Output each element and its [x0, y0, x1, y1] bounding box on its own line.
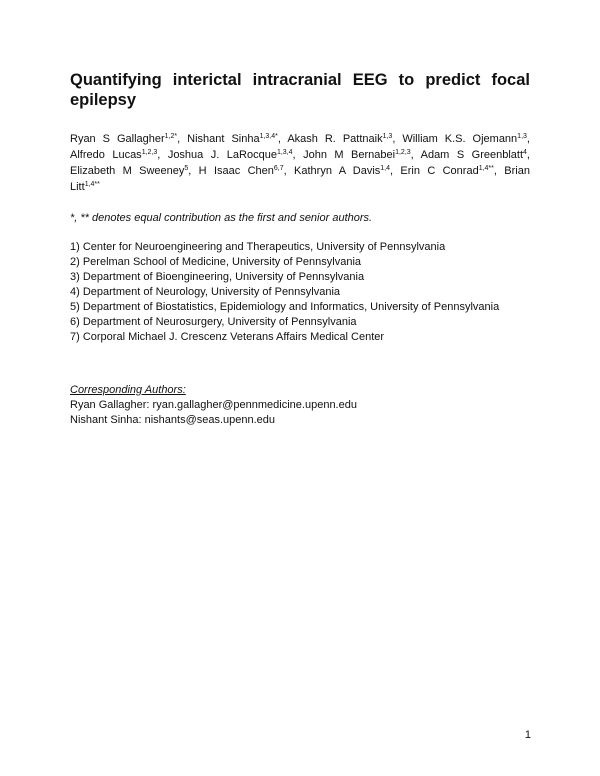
author-affiliation-marker: 1,3,4* — [259, 133, 278, 140]
affiliation-item: 2) Perelman School of Medicine, University of Pennsylvania — [70, 256, 362, 268]
author-affiliation-marker: 1,3 — [382, 133, 393, 140]
author-affiliation-marker: 1,3 — [517, 133, 527, 140]
author-affiliation-marker: 1,4 — [380, 165, 391, 172]
author-name: Erin C Conrad — [400, 165, 479, 177]
corresponding-contact: Ryan Gallagher: ryan.gallagher@pennmedicine.upenn.edu — [70, 399, 357, 411]
author-separator: , — [392, 133, 403, 145]
author-name: Brian — [504, 165, 530, 177]
title-line: Quantifying interictal intracranial EEG to predict focal — [70, 71, 530, 89]
author-separator: , — [493, 165, 505, 177]
affiliation-item: 3) Department of Bioengineering, University of Pennsylvania — [70, 271, 365, 283]
author-separator: , — [410, 149, 421, 161]
corresponding-authors-header: Corresponding Authors: — [70, 384, 186, 396]
author-affiliation-marker: 6,7 — [273, 165, 284, 172]
author-separator: , — [188, 165, 199, 177]
author-line — [70, 179, 530, 195]
author-separator: , — [157, 149, 168, 161]
author-affiliation-marker: 1,4** — [84, 181, 100, 188]
paper-title — [70, 70, 530, 110]
page-number: 1 — [524, 729, 531, 741]
author-affiliation-marker: 1,2,3 — [395, 149, 411, 156]
author-separator: , — [390, 165, 401, 177]
author-list — [70, 131, 530, 195]
author-name: Joshua J. LaRocque — [167, 149, 277, 161]
affiliation-list — [70, 240, 540, 345]
author-separator: , — [526, 133, 530, 145]
affiliation-item: 6) Department of Neurosurgery, University of Pennsylvania — [70, 316, 357, 328]
author-name: Adam S Greenblatt — [420, 149, 524, 161]
author-line — [70, 163, 530, 179]
author-separator: , — [177, 133, 188, 145]
author-separator: , — [277, 133, 288, 145]
author-affiliation-marker: 1,2* — [164, 133, 178, 140]
author-separator: , — [292, 149, 304, 161]
corresponding-authors — [70, 383, 530, 428]
author-name: H Isaac Chen — [198, 165, 274, 177]
author-name: John M Bernabei — [303, 149, 396, 161]
title-line: epilepsy — [70, 91, 137, 109]
author-name: Elizabeth M Sweeney — [70, 165, 185, 177]
author-name: Alfredo Lucas — [70, 149, 142, 161]
author-affiliation-marker: 1,4** — [478, 165, 494, 172]
author-separator: , — [283, 165, 295, 177]
affiliation-item: 7) Corporal Michael J. Crescenz Veterans Affairs Medical Center — [70, 331, 385, 343]
author-name: Kathryn A Davis — [294, 165, 381, 177]
affiliation-item: 5) Department of Biostatistics, Epidemiology and Informatics, University of Pennsylvania — [70, 301, 500, 313]
author-name: William K.S. Ojemann — [402, 133, 518, 145]
author-affiliation-marker: 1,2,3 — [141, 149, 158, 156]
author-affiliation-marker: 5 — [184, 165, 189, 172]
author-name: Nishant Sinha — [187, 133, 260, 145]
author-line — [70, 147, 530, 163]
affiliation-item: 4) Department of Neurology, University of Pennsylvania — [70, 286, 341, 298]
author-affiliation-marker: 4 — [523, 149, 527, 156]
author-separator: , — [526, 149, 530, 161]
corresponding-contact: Nishant Sinha: nishants@seas.upenn.edu — [70, 414, 276, 426]
author-name: Litt — [70, 181, 85, 193]
author-affiliation-marker: 1,3,4 — [276, 149, 293, 156]
author-line — [70, 131, 530, 147]
equal-contribution-note: *, ** denotes equal contribution as the first and senior authors. — [70, 212, 373, 224]
author-name: Ryan S Gallagher — [70, 133, 165, 145]
affiliation-item: 1) Center for Neuroengineering and Therapeutics, University of Pennsylvania — [70, 241, 446, 253]
author-name: Akash R. Pattnaik — [287, 133, 383, 145]
